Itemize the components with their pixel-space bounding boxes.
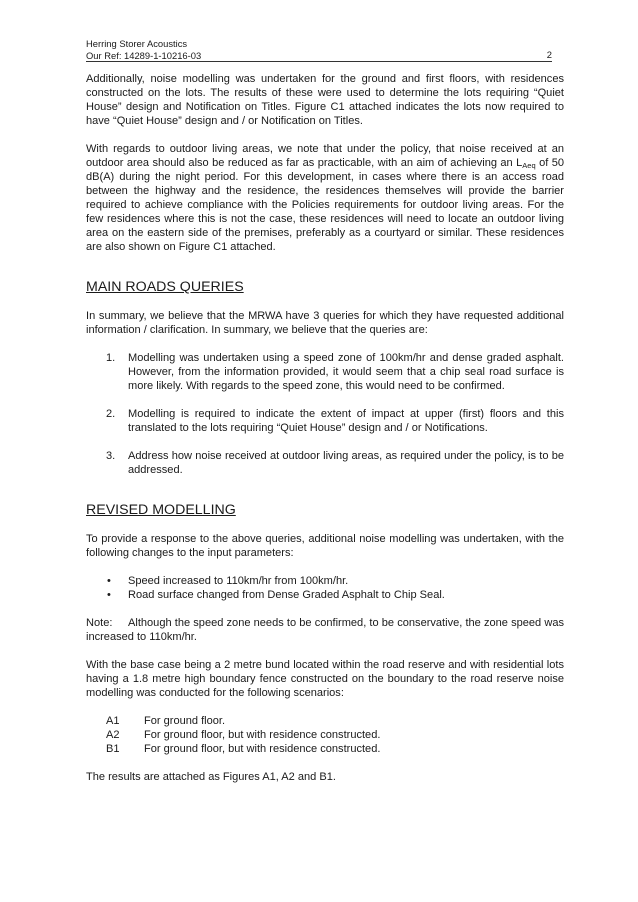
intro-paragraph-2: With regards to outdoor living areas, we note that under the policy, that noise received at an outdoor area should also be reduced as far as practicable, with an aim of achieving an $L_{Aeq}$ of 50 dB(A) during the night period. For this development, in cases where there is an access road between the highway and the residence, the residences themselves will provide the barrier required to achieve compliance with the Policies requirements for outdoor living areas. For the few residences where this is not the case, these residences will need to locate an outdoor living area on the eastern side of the premises, preferably as a courtyard or similar. These residences are also shown on Figure C1 attached. — [86, 143, 565, 253]
company-name: Herring Storer Acoustics — [86, 38, 188, 49]
list-item: A2 For ground floor, but with residence constructed. — [106, 729, 381, 741]
list-item: 2. Modelling is required to indicate the extent of impact at upper (first) floors and this translated to the lots requiring “Quiet House” design and / or Notifications. — [106, 408, 564, 434]
reference-number: Our Ref: 14289-1-10216-03 — [86, 49, 202, 61]
header-divider — [86, 61, 552, 62]
laeq-subscript: Aeq — [522, 161, 536, 170]
revised-modelling-heading: REVISED MODELLING — [86, 502, 236, 518]
queries-list — [86, 351, 564, 477]
page-number: 2 — [546, 49, 552, 60]
list-item: • Speed increased to 110km/hr from 100km/hr. — [107, 575, 349, 587]
page-header — [86, 38, 552, 61]
results-paragraph: The results are attached as Figures A1, A2 and B1. — [86, 771, 336, 783]
document-body — [86, 72, 564, 798]
note-paragraph: Note: Although the speed zone needs to be confirmed, to be conservative, the zone speed was increased to 110km/hr. — [86, 617, 564, 643]
intro-paragraph-1: Additionally, noise modelling was undertaken for the ground and first floors, with residences constructed on the lots. The results of these were used to determine the lots requiring “Quiet House” design and Notification on Titles. Figure C1 attached indicates the lots now required to have “Quiet House” design and / or Notification on Titles. — [86, 73, 564, 127]
main-roads-heading: MAIN ROADS QUERIES — [86, 279, 244, 295]
scenarios-list — [86, 714, 564, 756]
main-roads-intro: In summary, we believe that the MRWA have 3 queries for which they have requested additional information / clarification. In summary, we believe that the queries are: — [86, 310, 564, 336]
changes-list — [86, 574, 564, 602]
base-case-paragraph: With the base case being a 2 metre bund located within the road reserve and with residential lots having a 1.8 metre high boundary fence constructed on the boundary to the road reserve noise modelling was conducted for the following scenarios: — [86, 659, 564, 699]
list-item: B1 For ground floor, but with residence constructed. — [106, 743, 381, 755]
list-item: • Road surface changed from Dense Graded Asphalt to Chip Seal. — [107, 589, 445, 601]
revised-intro: To provide a response to the above queries, additional noise modelling was undertaken, with the following changes to the input parameters: — [86, 533, 564, 559]
list-item: A1 For ground floor. — [106, 715, 226, 727]
list-item: 1. Modelling was undertaken using a speed zone of 100km/hr and dense graded asphalt. However, from the information provided, it would seem that a chip seal road surface is more likely. With regards to the speed zone, this would need to be confirmed. — [106, 352, 564, 392]
list-item: 3. Address how noise received at outdoor living areas, as required under the policy, is to be addressed. — [106, 450, 564, 476]
